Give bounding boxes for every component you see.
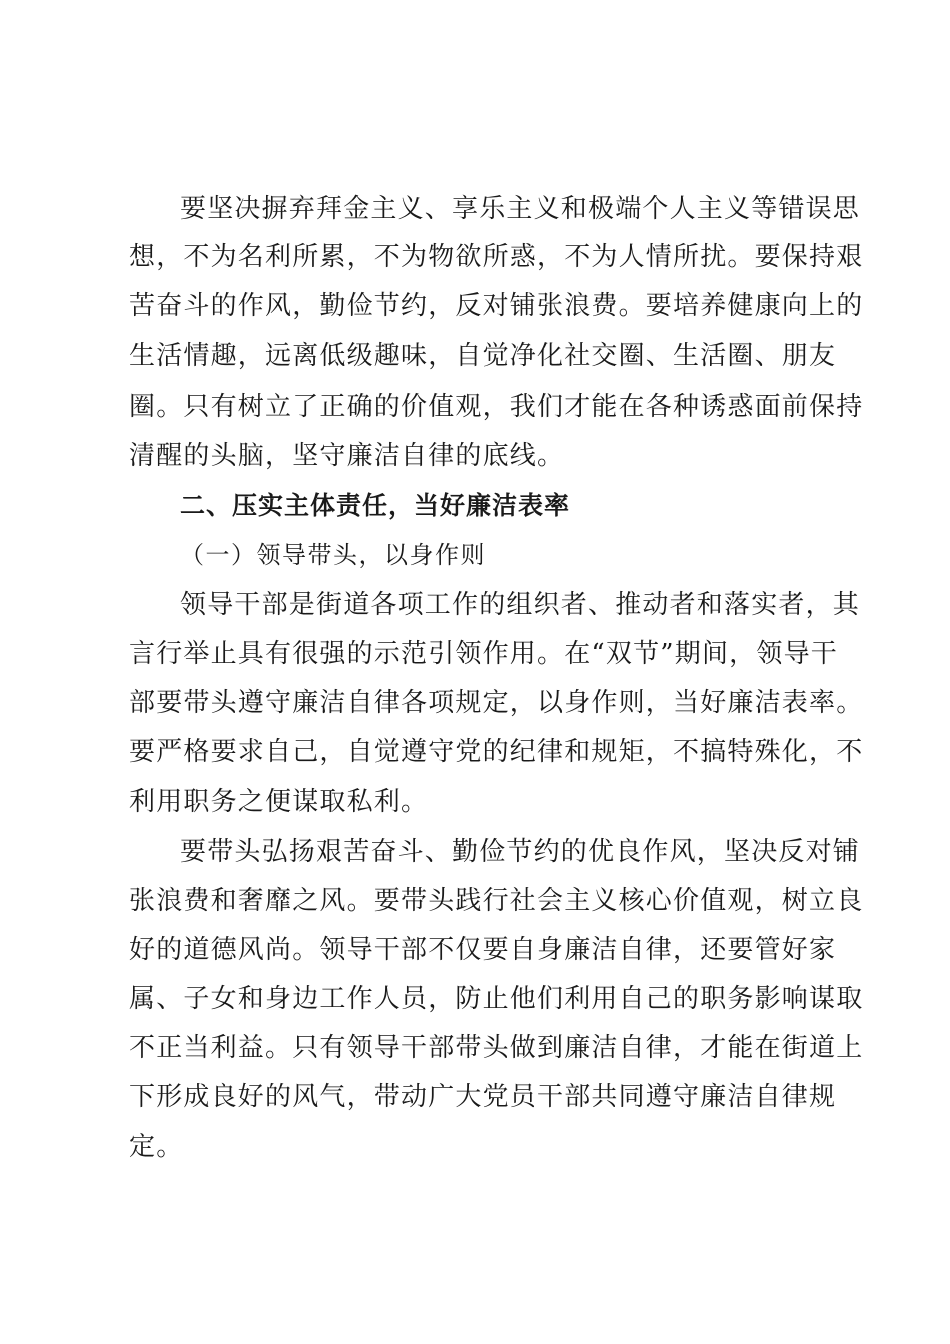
para1-line-2: 想，不为名利所累，不为物欲所惑，不为人情所扰。要保持艰 bbox=[129, 242, 864, 272]
para2-line-5: 利用职务之便谋取私利。 bbox=[129, 787, 429, 817]
para1-line-4: 生活情趣，远离低级趣味，自觉净化社交圈、生活圈、朋友 bbox=[129, 341, 837, 371]
para1-line-6: 清醒的头脑，坚守廉洁自律的底线。 bbox=[129, 441, 565, 471]
para2-line-4: 要严格要求自己，自觉遵守党的纪律和规矩，不搞特殊化，不 bbox=[129, 737, 864, 767]
para3-line-4: 属、子女和身边工作人员，防止他们利用自己的职务影响谋取 bbox=[129, 984, 864, 1014]
para3-line-2: 张浪费和奢靡之风。要带头践行社会主义核心价值观，树立良 bbox=[129, 886, 864, 916]
subsection-heading: （一）领导带头，以身作则 bbox=[180, 541, 486, 569]
section-heading: 二、压实主体责任，当好廉洁表率 bbox=[180, 491, 571, 520]
para3-line-5: 不正当利益。只有领导干部带头做到廉洁自律，才能在街道上 bbox=[129, 1033, 864, 1063]
para1-line-3: 苦奋斗的作风，勤俭节约，反对铺张浪费。要培养健康向上的 bbox=[129, 291, 864, 321]
para2-line-1: 领导干部是街道各项工作的组织者、推动者和落实者，其 bbox=[180, 590, 861, 620]
para3-line-3: 好的道德风尚。领导干部不仅要自身廉洁自律，还要管好家 bbox=[129, 935, 837, 965]
para2-line-2: 言行举止具有很强的示范引领作用。在“双节”期间，领导干 bbox=[129, 639, 838, 669]
para3-line-7: 定。 bbox=[129, 1132, 184, 1162]
para3-line-1: 要带头弘扬艰苦奋斗、勤俭节约的优良作风，坚决反对铺 bbox=[180, 837, 861, 867]
para1-line-5: 圈。只有树立了正确的价值观，我们才能在各种诱惑面前保持 bbox=[129, 392, 864, 422]
para3-line-6: 下形成良好的风气，带动广大党员干部共同遵守廉洁自律规 bbox=[129, 1082, 837, 1112]
para1-line-1: 要坚决摒弃拜金主义、享乐主义和极端个人主义等错误思 bbox=[180, 194, 861, 224]
para2-line-3: 部要带头遵守廉洁自律各项规定，以身作则，当好廉洁表率。 bbox=[129, 688, 864, 718]
